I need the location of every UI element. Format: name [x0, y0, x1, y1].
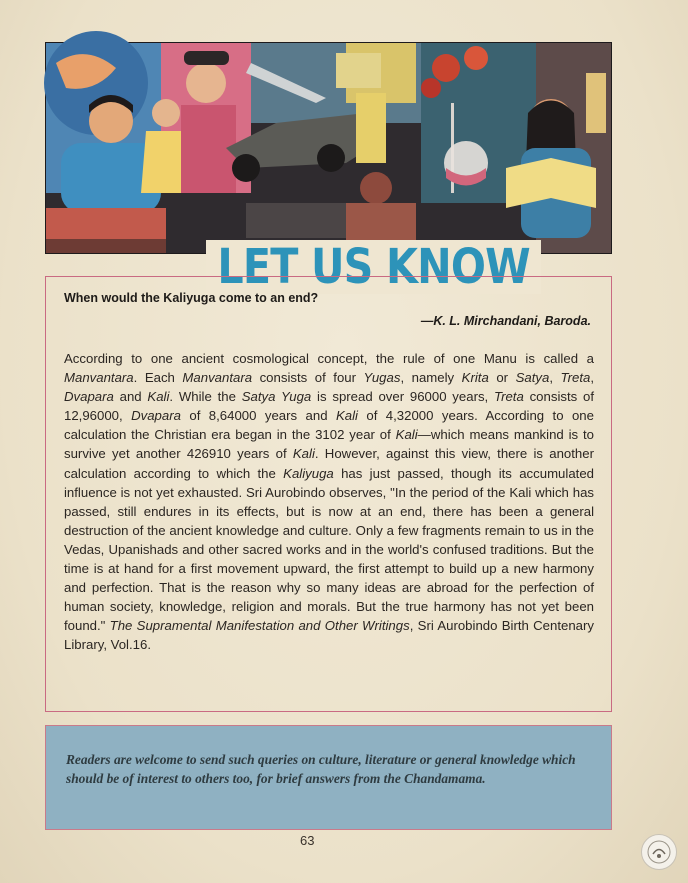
asker-name: —K. L. Mirchandani, Baroda. — [420, 314, 591, 328]
library-stamp-icon — [641, 834, 677, 870]
question-answer-box — [45, 276, 612, 712]
answer-text: According to one ancient cosmological concept, the rule of one Manu is called a Manvantara. Each Manvantara consists of four Yugas, namely Krita or Satya, Treta, Dvapara and Kali. While the Satya Yuga is spread over 96000 years, Treta consists of 12,96000, Dvapara of 8,64000 years and Kali of 4,32000 years. According to one calculation the Christian era began in the 3102 year of Kali—which means mankind is to survive yet another 426910 years of Kali. However, against this view, there is another calculation according to which the Kaliyuga has just passed, though its accumulated influence is not yet exhausted. Sri Aurobindo observes, "In the period of the Kali which has passed, still endures in its effects, but is now at an end, there has been a general destruction of the ancient knowledge and culture. Only a few fragments remain to us in the Vedas, Upanishads and other sacred works and in the world's confused traditions. But the time is at hand for a first movement upward, the first attempt to build up a new harmony and perfection. That is the reason why so many ideas are abroad for the perfection of human society, knowledge, religion and morals. But the true harmony has not yet been found." The Supramental Manifestation and Other Writings, Sri Aurobindo Birth Centenary Library, Vol.16. — [64, 351, 595, 653]
question-text: When would the Kaliyuga come to an end? — [64, 291, 319, 305]
readers-notice-box — [45, 725, 612, 830]
readers-notice-text: Readers are welcome to send such queries on culture, literature or general knowledge which should be of interest to others too, for brief answers from the Chandamama. — [66, 752, 576, 786]
section-title: LET US KNOW — [217, 239, 530, 295]
banner-illustration — [46, 43, 611, 253]
illustrated-banner — [45, 42, 612, 295]
page-number: 63 — [300, 833, 315, 848]
